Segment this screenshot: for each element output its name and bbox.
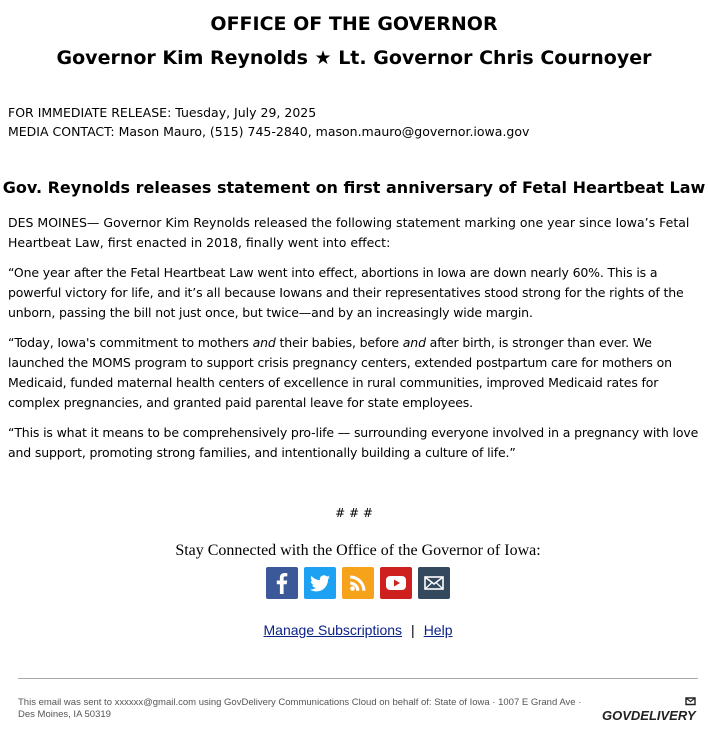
media-contact: MEDIA CONTACT: Mason Mauro, (515) 745-2840, mason.mauro@governor.iowa.gov <box>8 124 530 139</box>
paragraph-quote-3: “This is what it means to be comprehensively pro-life — surrounding everyone involved in a pregnancy with love and support, promoting strong families, and intentionally building a culture of life.” <box>8 425 699 460</box>
footer-links <box>0 622 708 638</box>
end-mark: # # # <box>335 506 373 520</box>
paragraph-quote-1: “One year after the Fetal Heartbeat Law went into effect, abortions in Iowa are down nearly 60%. This is a powerful victory for life, and it’s all because Iowans and their representatives stood strong for the rights of the unborn, passing the bill not just once, but twice—and by an increasingly wide margin. <box>8 265 684 320</box>
footer-divider <box>18 678 698 679</box>
press-headline: Gov. Reynolds releases statement on first anniversary of Fetal Heartbeat Law <box>2 178 706 197</box>
facebook-icon[interactable] <box>266 567 298 599</box>
twitter-icon[interactable] <box>304 567 336 599</box>
quote-2-part-a: “Today, Iowa's commitment to mothers <box>8 335 253 350</box>
paragraph-intro: DES MOINES— Governor Kim Reynolds released the following statement marking one year since Iowa’s Fetal Heartbeat Law, first enacted in 2018, finally went into effect: <box>8 215 690 250</box>
footer-disclaimer: This email was sent to xxxxxx@gmail.com using GovDelivery Communications Cloud on behalf of: State of Iowa · 1007 E Grand Ave · Des Moines, IA 50319 <box>18 697 582 720</box>
govdelivery-wordmark: GOVDELIVERY <box>602 708 696 723</box>
help-link[interactable]: Help <box>423 622 453 638</box>
office-title: OFFICE OF THE GOVERNOR <box>210 13 498 35</box>
quote-2-emphasis-1: and <box>252 335 276 350</box>
stay-connected-heading: Stay Connected with the Office of the Governor of Iowa: <box>175 542 541 559</box>
rss-icon[interactable] <box>342 567 374 599</box>
email-icon[interactable] <box>418 567 450 599</box>
release-date: FOR IMMEDIATE RELEASE: Tuesday, July 29, 2025 <box>8 105 317 120</box>
youtube-icon[interactable] <box>380 567 412 599</box>
quote-2-part-c: after birth, is stronger than ever. We launched the MOMS program to support crisis pregnancy centers, extended postpartum care for mothers on Medicaid, funded maternal health centers of excellence in rural communities, improved Medicaid rates for complex pregnancies, and granted paid parental leave for state employees. <box>8 335 672 410</box>
govdelivery-logo <box>600 696 700 724</box>
manage-subscriptions-link[interactable]: Manage Subscriptions <box>263 622 403 638</box>
links-separator: | <box>411 622 415 638</box>
quote-2-part-b: their babies, before <box>275 335 403 350</box>
governors-title: Governor Kim Reynolds ★ Lt. Governor Chris Cournoyer <box>56 47 652 69</box>
quote-2-emphasis-2: and <box>402 335 426 350</box>
paragraph-quote-2 <box>8 333 704 413</box>
